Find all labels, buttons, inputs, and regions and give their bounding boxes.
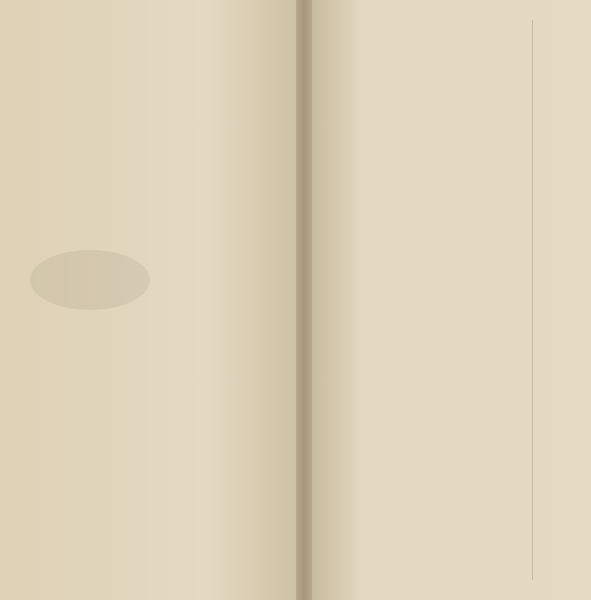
series-heading-divider	[532, 20, 533, 580]
essay-1-continued-text	[367, 330, 527, 600]
right-page	[312, 0, 591, 600]
left-lower-right-text	[12, 318, 116, 600]
left-lower-text	[136, 318, 286, 600]
series-paren-border	[567, 8, 585, 600]
left-upper-text	[2, 28, 286, 290]
essay-2-text	[315, 318, 339, 600]
essay-1-text	[315, 28, 505, 318]
book-gutter	[296, 0, 312, 600]
paper-stain	[30, 250, 150, 310]
